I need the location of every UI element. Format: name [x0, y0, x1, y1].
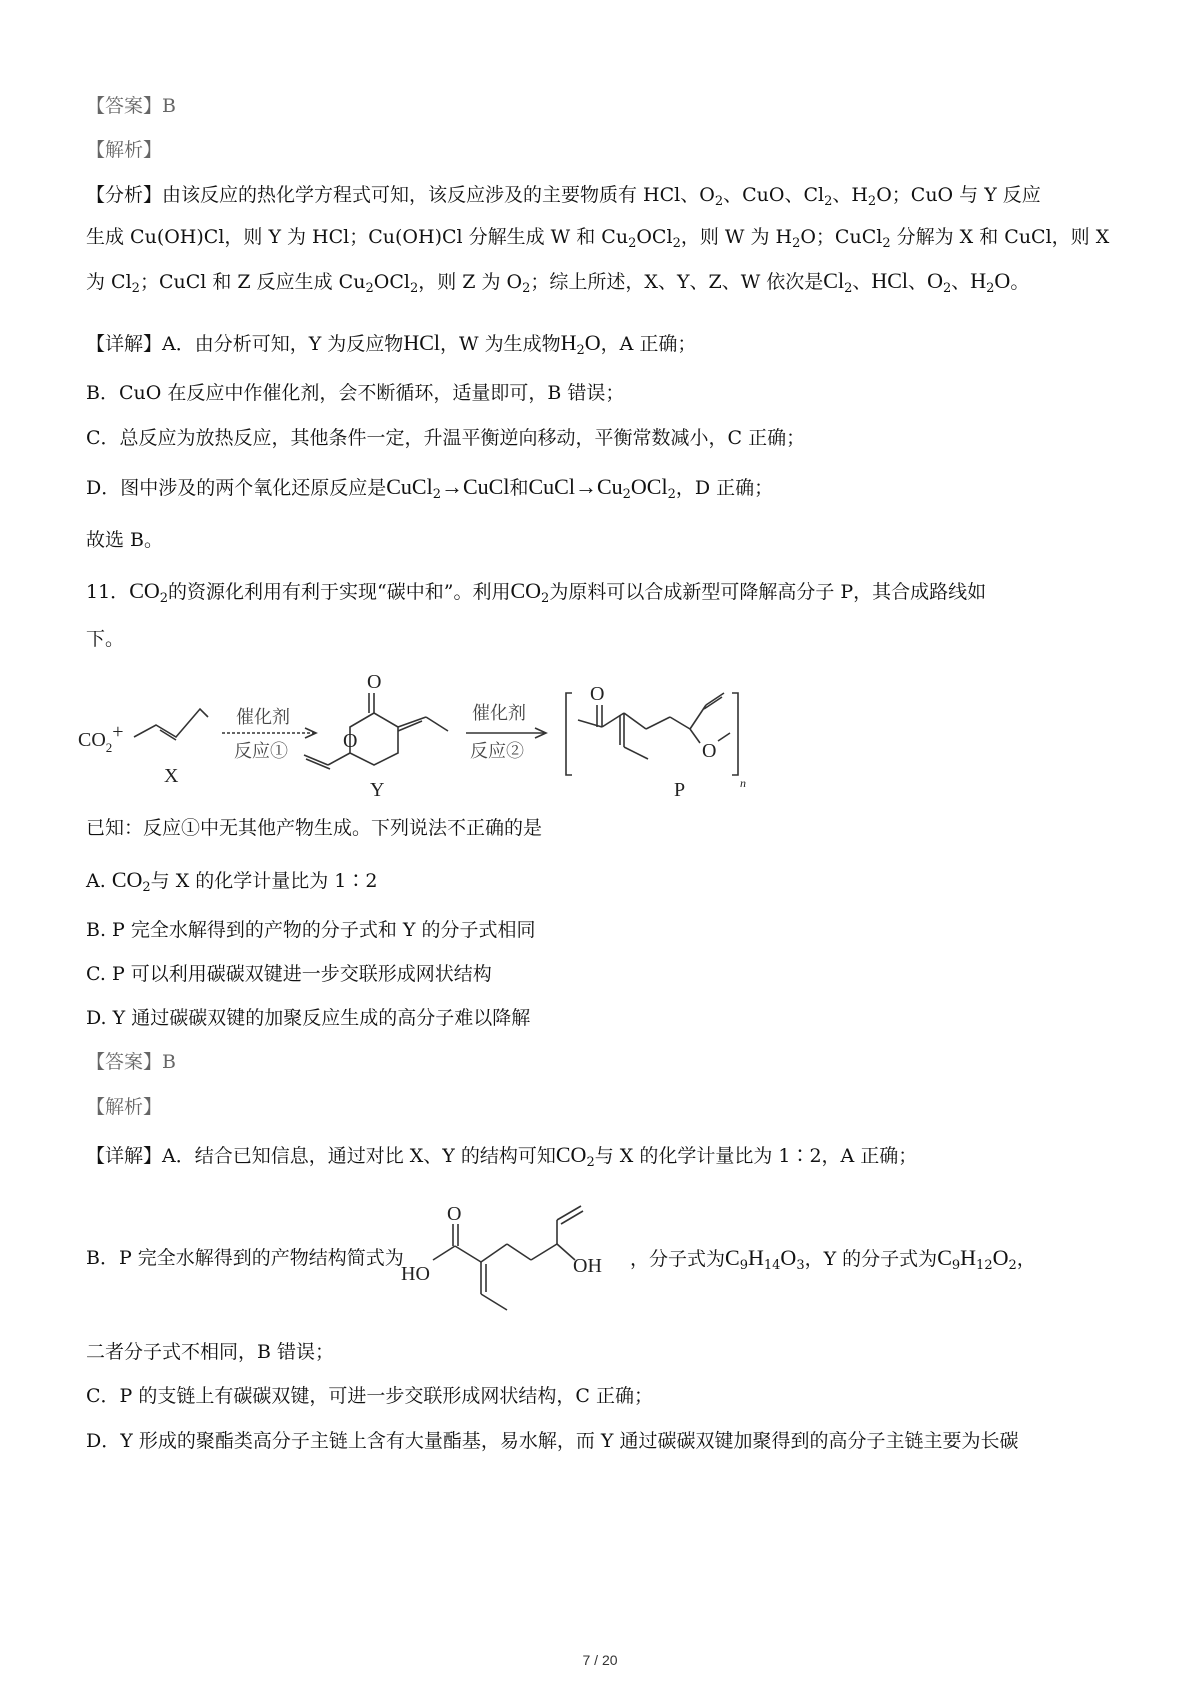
answer-line-11: 【答案】B	[86, 1051, 176, 1073]
svg-text:CO2+	[78, 721, 124, 755]
option-c: C. P 可以利用碳碳双键进一步交联形成网状结构	[86, 963, 492, 985]
co2-reactant-sub: 2	[105, 740, 113, 755]
analysis-header: 【解析】	[86, 139, 163, 161]
p-label: P	[674, 779, 686, 801]
detail-b-line: B．CuO 在反应中作催化剂，会不断循环，适量即可，B 错误；	[86, 382, 625, 404]
synthesis-scheme	[0, 665, 1200, 805]
known-condition: 已知：反应①中无其他产物生成。下列说法不正确的是	[86, 817, 543, 839]
x-molecule	[134, 709, 208, 737]
detail-d-11: D．Y 形成的聚酯类高分子主链上含有大量酯基，易水解，而 Y 通过碳碳双键加聚得到的高分子主链主要为长碳	[86, 1430, 1019, 1452]
p-repeat-n: n	[740, 776, 746, 790]
conclusion-line: 故选 B。	[86, 529, 164, 551]
analysis-line-1: 【分析】由该反应的热化学方程式可知，该反应涉及的主要物质有 HCl、$O_2$、CuO、$Cl_2$、$H_2O$；CuO 与 Y 反应	[86, 184, 1041, 209]
detail-c-line: C．总反应为放热反应，其他条件一定，升温平衡逆向移动，平衡常数减小，C 正确；	[86, 427, 806, 449]
co2-reactant-label: CO	[78, 729, 106, 751]
carbonyl-oxygen: O	[447, 1203, 462, 1225]
hydrolysis-product-structure	[395, 1200, 635, 1330]
y-molecule	[304, 693, 448, 769]
analysis-line-3: 为 $Cl_2$；CuCl 和 Z 反应生成 $Cu_2OCl_2$，则 Z 为 $O_2$；综上所述，X、Y、Z、W 依次是$Cl_2$、HCl、$O_2$、$H_2O$。	[86, 268, 1030, 296]
y-label: Y	[370, 779, 385, 801]
catalyst-1-label: 催化剂	[236, 707, 290, 727]
detail-b-11: B．P 完全水解得到的产物结构简式为	[86, 1247, 404, 1269]
question-11-stem: 11．$CO_2$的资源化利用有利于实现“碳中和”。利用$CO_2$为原料可以合成新型可降解高分子 P，其合成路线如	[86, 578, 987, 606]
reaction-2-label: 反应②	[470, 741, 524, 761]
reaction-1-label: 反应①	[234, 741, 288, 761]
plus-sign: +	[112, 721, 124, 743]
option-b: B. P 完全水解得到的产物的分子式和 Y 的分子式相同	[86, 919, 536, 941]
detail-b-11-cont: 二者分子式不相同，B 错误；	[86, 1341, 335, 1363]
p-ester-oxygen: O	[702, 740, 717, 762]
y-ring-oxygen: O	[343, 730, 358, 752]
catalyst-2-label: 催化剂	[472, 703, 526, 723]
detail-c-11: C．P 的支链上有碳碳双键，可进一步交联形成网状结构，C 正确；	[86, 1385, 653, 1407]
carboxyl-ho: HO	[401, 1263, 430, 1285]
detail-d-line: D．图中涉及的两个氧化还原反应是CuCl$_2$→CuCl和$CuCl\to Cu_2OCl_2$，D 正确；	[86, 474, 774, 502]
p-carbonyl-oxygen: O	[590, 683, 605, 705]
detail-a-line: 【详解】A．由分析可知，Y 为反应物HCl，W 为生成物$H_2O$，A 正确；	[86, 330, 697, 358]
analysis-header-11: 【解析】	[86, 1096, 163, 1118]
question-11-stem-cont: 下。	[86, 628, 125, 650]
y-carbonyl-oxygen: O	[367, 671, 382, 693]
detail-a-11: 【详解】A．结合已知信息，通过对比 X、Y 的结构可知$CO_2$与 X 的化学计量比为 1∶2，A 正确；	[86, 1142, 918, 1170]
option-d: D. Y 通过碳碳双键的加聚反应生成的高分子难以降解	[86, 1007, 531, 1029]
x-label: X	[164, 765, 179, 787]
page-number: 7 / 20	[582, 1652, 618, 1668]
analysis-line-2: 生成 Cu(OH)Cl，则 Y 为 HCl；Cu(OH)Cl 分解生成 W 和 $Cu_2OCl_2$，则 W 为 $H_2O$；CuCl$_2$ 分解为 X 和 CuCl，则 X	[86, 226, 1110, 251]
option-a: A. $CO_2$与 X 的化学计量比为 1∶2	[86, 867, 378, 895]
p-polymer	[566, 693, 738, 775]
answer-line: 【答案】B	[86, 95, 176, 117]
detail-b-11-formulas: ，分子式为$C_9H_{14}O_3$，Y 的分子式为$C_9H_{12}O_2$，	[630, 1245, 1036, 1273]
hydroxyl-oh: OH	[573, 1255, 602, 1277]
